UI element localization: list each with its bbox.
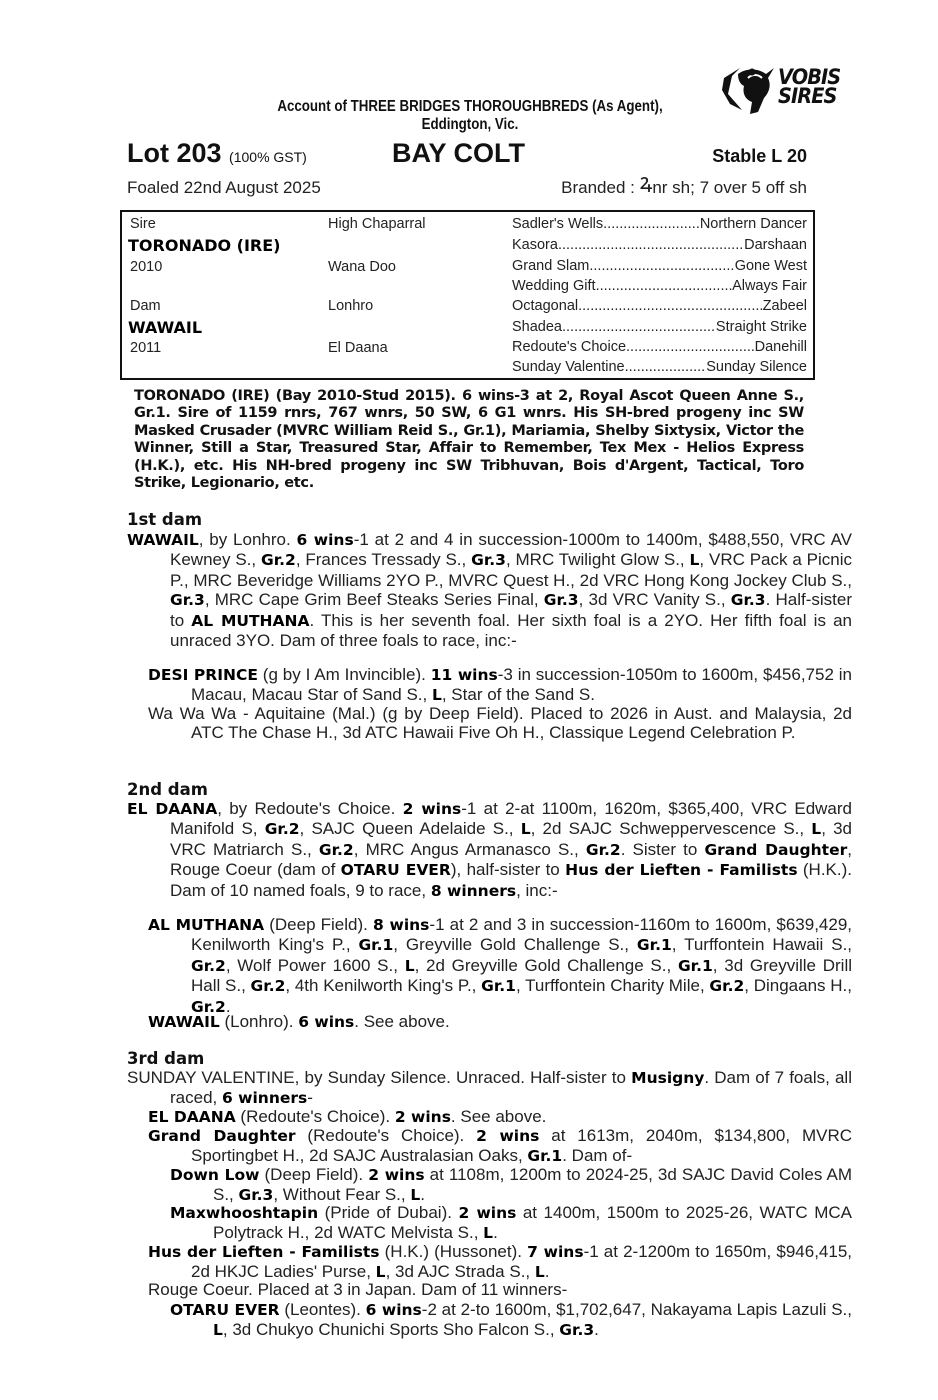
text-run: SUNDAY VALENTINE, by Sunday Silence. Unraced. Half-sister to [127, 1068, 632, 1087]
brand-info [561, 169, 807, 198]
sire-name: TORONADO (IRE) [128, 236, 281, 255]
foal-entry: Rouge Coeur. Placed at 3 in Japan. Dam of 11 winners- [148, 1280, 568, 1299]
gen3-horse: Shadea [512, 319, 562, 335]
text-run: , Without Fear S., [273, 1185, 411, 1205]
gen3-sire: Danehill [754, 339, 807, 355]
text-run: -1 at 2-1200m to 1650m, $946,415, 2d HKJC Ladies' Purse, [191, 1242, 853, 1282]
foal-name: Grand Daughter [148, 1127, 296, 1145]
gen3-row [512, 278, 807, 294]
text-run: -1 at 2 and 4 in succession-1000m to 1400m, $488,550, VRC AV Kewney S., [170, 530, 852, 570]
logo-line-1: VOBIS [778, 65, 841, 89]
text-run: , Turffontein Charity Mile, [515, 976, 710, 996]
gen3-sire: Always Fair [732, 278, 807, 294]
dam-dam: El Daana [328, 340, 388, 356]
bold-text: Gr.1 [527, 1147, 563, 1166]
gen3-horse: Wedding Gift [512, 278, 596, 294]
bold-text: 7 wins [527, 1243, 584, 1261]
bold-text: 11 wins [430, 666, 498, 684]
text-run: at 1400m, 1500m to 2025-26, WATC MCA Polytrack H., 2d WATC Melvista S., [213, 1203, 852, 1243]
bold-text: Hus der Lieften - Familists [565, 861, 798, 880]
bold-text: L [375, 1263, 386, 1282]
foal-name: AL MUTHANA [148, 916, 265, 934]
sire-dam: Wana Doo [328, 259, 396, 275]
second-dam-heading: 2nd dam [127, 780, 208, 799]
gen3-horse: Kasora [512, 237, 558, 253]
foal-entry [148, 1242, 852, 1283]
bold-text: 6 wins [298, 1013, 355, 1031]
bold-text: Gr.2 [264, 820, 300, 839]
dam-year: 2011 [130, 340, 162, 356]
bold-text: L [534, 1263, 545, 1282]
text-run: (H.K.). Dam of 10 named foals, 9 to race, [170, 860, 853, 900]
text-run: at 1613m, 2040m, $134,800, MVRC Sportingbet H., 2d SAJC Australasian Oaks, [191, 1126, 852, 1166]
text-run: (H.K.) (Hussonet). [379, 1242, 528, 1261]
logo-wordmark [778, 65, 841, 108]
stable-number: Stable L 20 [712, 146, 807, 166]
lot-number [127, 138, 307, 169]
text-run: -1 at 2 and 3 in succession-1160m to 1600m, $639,429, Kenilworth King's P., [191, 915, 853, 955]
gen3-sire: Zabeel [762, 298, 807, 314]
gen3-horse: Redoute's Choice [512, 339, 627, 355]
bold-text: Gr.3 [471, 551, 506, 570]
text-run: . [420, 1185, 425, 1205]
text-run: (Pride of Dubai). [318, 1203, 459, 1222]
text-run: , MRC Twilight Glow S., [505, 550, 690, 570]
bold-text: Grand Daughter [704, 840, 848, 859]
text-run: - [307, 1088, 313, 1108]
vendor-line-2: Eddington, Vic. [421, 116, 519, 133]
bold-text: L [689, 551, 700, 570]
bold-text: 2 wins [394, 1108, 451, 1126]
text-run: . Half-sister to [170, 590, 852, 630]
gen3-horse: Octagonal [512, 298, 579, 314]
foal-entry: Wa Wa Wa - Aquitaine (Mal.) (g by Deep Field). Placed to 2026 in Aust. and Malaysia, 2d ATC The Chase H., 3d ATC Hawaii Five Oh H., Classique Legend Celebration P. [148, 704, 852, 743]
foal-entry [170, 1300, 852, 1341]
text-run: , 2d Greyville Gold Challenge S., [414, 955, 678, 975]
text-run: , Rouge Coeur (dam of [170, 839, 852, 880]
gen3-horse: Grand Slam [512, 258, 590, 274]
bold-text: AL MUTHANA [191, 611, 310, 630]
text-run: , by Lonhro. [198, 530, 297, 549]
text-run: . This is her seventh foal. Her sixth foal is a 2YO. Her fifth foal is an unraced 3YO. Dam of three foals to race, inc:- [170, 610, 852, 651]
bold-text: Gr.1 [481, 977, 516, 996]
text-run: . [225, 996, 231, 1016]
bold-text: 6 winners [221, 1089, 308, 1108]
brand-mark-icon: ꝝ [639, 169, 653, 194]
foal-entry [148, 915, 852, 1017]
text-run: , VRC Pack a Picnic P., MRC Beveridge Williams 2YO P., MVRC Quest H., 2d VRC Hong Kong Jockey Club S., [170, 550, 853, 590]
first-dam-heading: 1st dam [127, 510, 203, 529]
text-run: , MRC Angus Armanasco S., [353, 839, 586, 859]
text-run: , inc:- [516, 880, 558, 900]
foaled-date: Foaled 22nd August 2025 [127, 178, 321, 197]
bold-text: 6 wins [365, 1301, 422, 1319]
text-run: (Leontes). [279, 1300, 366, 1319]
pedigree-table [120, 210, 815, 380]
text-run: , 3d AJC Strada S., [385, 1262, 535, 1282]
third-dam-entry [127, 1068, 852, 1109]
gen3-row [512, 359, 807, 375]
sire-year: 2010 [130, 259, 163, 275]
text-run: , 3d Greyville Drill Hall S., [191, 955, 852, 996]
text-run: -1 at 2-at 1100m, 1620m, $365,400, VRC Edward Manifold S, [170, 799, 853, 839]
text-run: , Greyville Gold Challenge S., [393, 935, 637, 955]
bold-text: 8 wins [372, 916, 430, 934]
bold-text: L [431, 686, 442, 705]
bold-text: Gr.2 [318, 840, 354, 859]
text-run: . [493, 1223, 498, 1243]
text-run: , 2d SAJC Schweppervescence S., [530, 819, 812, 839]
foal-name: Hus der Lieften - Familists [148, 1243, 380, 1261]
text-run: , Frances Tressady S., [295, 550, 472, 570]
bold-text: 2 wins [368, 1166, 425, 1184]
text-run: (Redoute's Choice). [295, 1126, 477, 1145]
bold-text: Gr.2 [250, 977, 286, 996]
foal-entry [170, 1165, 852, 1206]
second-dam-entry [127, 799, 852, 901]
bold-text: L [213, 1321, 223, 1340]
text-run: . See above. [354, 1012, 450, 1031]
text-run: , 3d VRC Matriarch S., [170, 819, 853, 859]
foal-entry [148, 1107, 852, 1127]
first-dam-entry [127, 530, 852, 650]
gen3-horse: Sunday Valentine [512, 359, 625, 375]
dam-name: WAWAIL [127, 531, 199, 549]
text-run: , 3d Chukyo Chunichi Sports Sho Falcon S., [222, 1320, 560, 1340]
dam-sire: Lonhro [328, 298, 374, 314]
bold-text: 2 wins [402, 800, 462, 818]
bold-text: L [483, 1224, 494, 1243]
bold-text: 6 wins [296, 531, 354, 549]
bold-text: Gr.3 [543, 591, 579, 610]
bold-text: Gr.2 [191, 956, 226, 975]
text-run: , Dingaans H., [744, 976, 852, 996]
text-run: (g by I Am Invincible). [257, 665, 431, 684]
gen3-sire: Sunday Silence [706, 359, 807, 375]
sire-sire: High Chaparral [328, 216, 426, 232]
gen3-row [512, 339, 807, 355]
bold-text: Gr.2 [191, 997, 226, 1016]
text-run: , Turffontein Hawaii S., [671, 935, 853, 955]
gen3-sire: Straight Strike [715, 319, 807, 335]
bold-text: Gr.2 [260, 551, 296, 570]
gen3-sire: Darshaan [744, 237, 807, 253]
bold-text: Gr.3 [730, 591, 766, 610]
foal-name: Maxwhooshtapin [170, 1204, 319, 1222]
gst-note: (100% GST) [229, 149, 307, 165]
bold-text: Musigny [631, 1069, 705, 1087]
dam-name: EL DAANA [127, 800, 218, 818]
text-run: , 4th Kenilworth King's P., [285, 976, 482, 996]
gen3-row [512, 319, 807, 335]
bold-text: Gr.2 [709, 977, 745, 996]
foal-name: WAWAIL [148, 1013, 220, 1031]
bold-text: Gr.3 [170, 591, 205, 610]
text-run: , 3d VRC Vanity S., [578, 590, 731, 610]
lot-header [127, 138, 807, 172]
text-run: . Sister to [620, 839, 705, 859]
gen3-row [512, 298, 807, 314]
bold-text: Gr.1 [636, 936, 672, 955]
third-dam-heading: 3rd dam [127, 1049, 205, 1068]
text-run: (Lonhro). [219, 1012, 299, 1031]
text-run: at 1108m, 1200m to 2024-25, 3d SAJC David Coles AM S., [213, 1165, 852, 1205]
bold-text: OTARU EVER [340, 861, 451, 880]
text-run: , by Redoute's Choice. [217, 799, 403, 818]
gen3-row [512, 258, 807, 274]
text-run: ), half-sister to [450, 860, 566, 880]
bold-text: Gr.2 [585, 840, 621, 859]
text-run: . See above. [450, 1107, 547, 1126]
text-run: (Deep Field). [264, 915, 373, 934]
text-run: , MRC Cape Grim Beef Steaks Series Final, [204, 590, 544, 610]
text-run: (Deep Field). [259, 1165, 369, 1184]
bold-text: L [404, 956, 415, 975]
gen3-row [512, 237, 807, 253]
brand-label: Branded : [561, 178, 635, 197]
vendor-heading [178, 98, 763, 134]
bold-text: 8 winners [430, 881, 517, 900]
text-run: . Dam of 7 foals, all raced, [170, 1068, 852, 1108]
foal-entry [148, 665, 852, 706]
bold-text: Gr.1 [677, 956, 713, 975]
gen3-sire: Northern Dancer [699, 216, 807, 232]
foal-name: Down Low [170, 1166, 260, 1184]
bold-text: Gr.1 [358, 936, 394, 955]
bold-text: L [520, 820, 531, 839]
brand-text: nr sh; 7 over 5 off sh [652, 178, 807, 197]
bold-text: 2 wins [458, 1204, 517, 1222]
gen3-sire: Gone West [734, 258, 807, 274]
gen3-horse: Sadler's Wells [512, 216, 604, 232]
text-run: . [594, 1320, 599, 1340]
text-run: . Dam of- [562, 1146, 633, 1166]
dam-name: WAWAIL [128, 318, 203, 337]
bold-text: Gr.3 [238, 1186, 274, 1205]
text-run: -3 in succession-1050m to 1600m, $456,752 in Macau, Macau Star of Sand S., [191, 665, 852, 705]
foal-name: OTARU EVER [170, 1301, 280, 1319]
foal-entry [148, 1126, 852, 1167]
sire-label: Sire [130, 216, 156, 232]
bold-text: Gr.3 [559, 1321, 595, 1340]
lot-sex: BAY COLT [392, 138, 526, 168]
bold-text: L [811, 820, 822, 839]
sire-summary: TORONADO (IRE) (Bay 2010-Stud 2015). 6 wins-3 at 2, Royal Ascot Queen Anne S., Gr.1. Sire of 1159 rnrs, 767 wnrs, 50 SW, 6 G1 wnrs. His SH-bred progeny inc SW Masked Crusader (MVRC William Reid S., Gr.1), Mariamia, Shelby Sixtysix, Victor the Winner, Still a Star, Treasured Star, Affair to Remember, Tex Mex - Helios Express (H.K.), etc. His NH-bred progeny inc SW Tribhuvan, Bois d'Argent, Tactical, Toro Strike, Legionario, etc. [134, 388, 804, 492]
logo-line-2: SIRES [778, 84, 837, 108]
text-run: (Redoute's Choice). [235, 1107, 395, 1126]
text-run: , SAJC Queen Adelaide S., [299, 819, 521, 839]
lot-label: Lot 203 [127, 138, 222, 168]
text-run: , Star of the Sand S. [441, 685, 595, 705]
gen3-row [512, 216, 807, 232]
text-run: . [544, 1262, 550, 1282]
foal-entry [148, 1012, 852, 1032]
vendor-line-1: Account of THREE BRIDGES THOROUGHBREDS (As Agent), [277, 98, 663, 115]
foal-entry [170, 1203, 852, 1244]
foal-name: DESI PRINCE [148, 666, 258, 684]
dam-label: Dam [130, 298, 161, 314]
bold-text: L [410, 1186, 421, 1205]
foal-name: EL DAANA [148, 1108, 236, 1126]
bold-text: 2 wins [476, 1127, 540, 1145]
text-run: -2 at 2-to 1600m, $1,702,647, Nakayama Lapis Lazuli S., [421, 1300, 853, 1319]
text-run: , Wolf Power 1600 S., [225, 955, 405, 975]
